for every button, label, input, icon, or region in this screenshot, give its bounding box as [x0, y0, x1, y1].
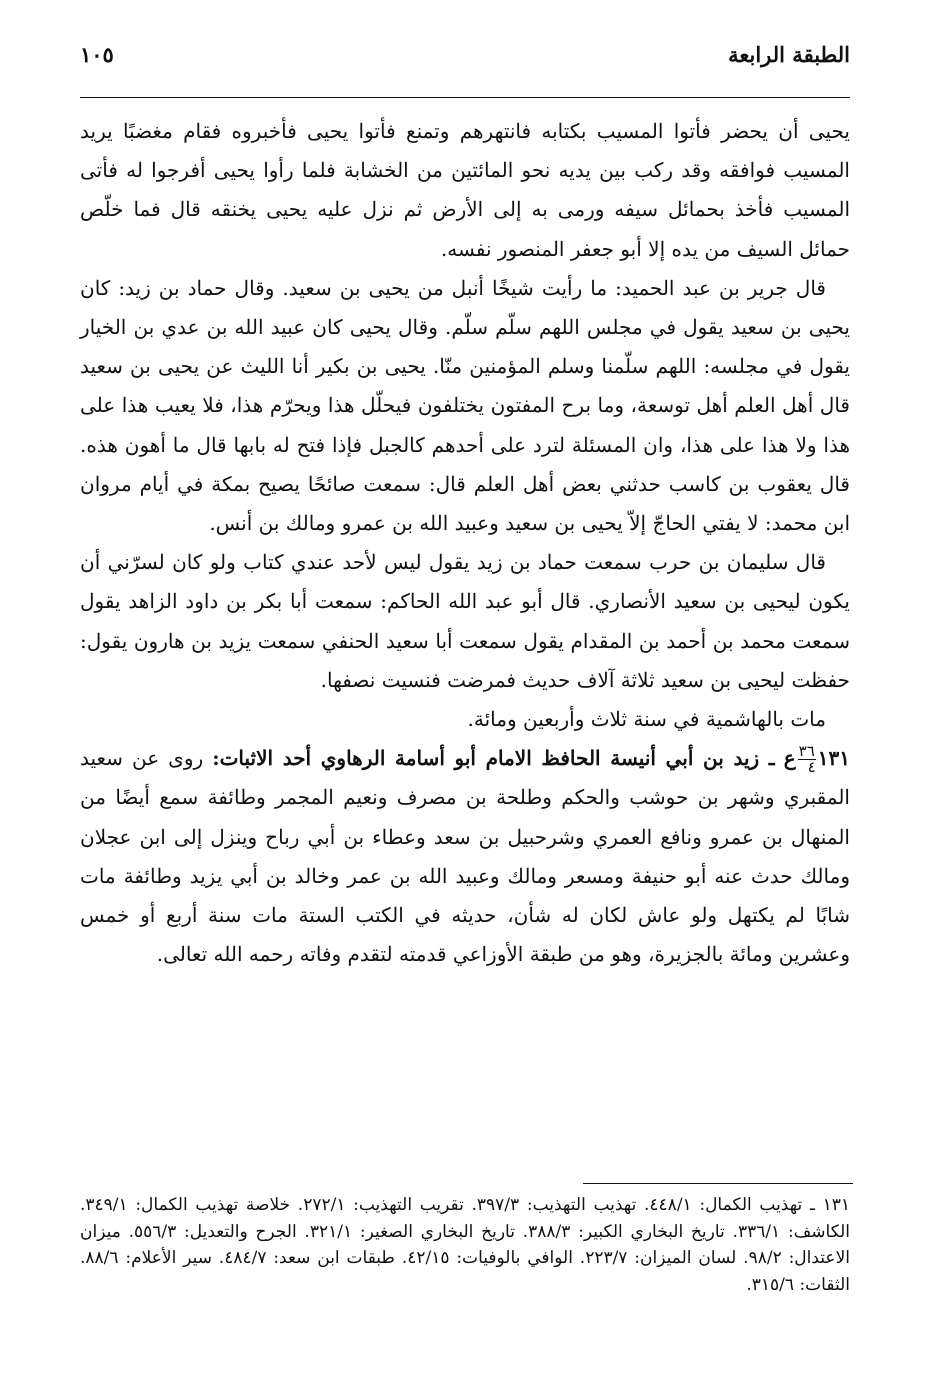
entry-letter: ع: [783, 746, 796, 771]
page-header: [80, 28, 850, 86]
main-text: [80, 112, 850, 974]
entry-source-mark: [798, 744, 816, 775]
header-rule: [80, 97, 850, 98]
page-number: ١٠٥: [80, 42, 114, 67]
footnote-rule: [583, 1183, 853, 1184]
paragraph-2: قال جرير بن عبد الحميد: ما رأيت شيخًا أنبل من يحيى بن سعيد. وقال حماد بن زيد: كان يحيى بن سعيد يقول في مجلس اللهم سلّم سلّم. وقال يحيى كان عبيد الله بن عدي بن الخيار يقول في مجلسه: اللهم سلّمنا وسلم المؤمنين منّا. يحيى بن بكير أنا الليث عن يحيى بن سعيد قال أهل العلم أهل توسعة، وما برح المفتون يختلفون فيحلّل هذا ويحرّم هذا، فلا يعيب هذا على هذا ولا هذا على هذا، وان المسئلة لترد على أحدهم كالجبل فإذا فتح له بابها قال ما أهون هذه. قال يعقوب بن كاسب حدثني بعض أهل العلم قال: سمعت صائحًا يصيح بمكة في أيام مروان ابن محمد: لا يفتي الحاجّ إلاّ يحيى بن سعيد وعبيد الله بن عمرو ومالك بن أنس.: [80, 275, 850, 536]
footnotes: [80, 1192, 850, 1298]
paragraph-1: يحيى أن يحضر فأتوا المسيب بكتابه فانتهرهم وتمنع فأتوا يحيى فأخبروه فقام مغضبًا يريد المسيب فوافقه وقد ركب بين يديه نحو المائتين من الخشابة فلما رأوا يحيى أفرجوا له فأتى المسيب فأخذ بحمائل سيفه ورمى به إلى الأرض ثم نزل عليه يحيى يخنقه قال فما خلّص حمائل السيف من يده إلا أبو جعفر المنصور نفسه.: [80, 119, 850, 261]
biography-entry: [80, 739, 850, 974]
paragraph-3: قال سليمان بن حرب سمعت حماد بن زيد يقول ليس لأحد عندي كتاب ولو كان لسرّني أن يكون ليحيى بن سعيد الأنصاري. قال أبو عبد الله الحاكم: سمعت أبا بكر بن داود الزاهد يقول سمعت محمد بن أحمد بن المقدام يقول سمعت أبا سعيد الحنفي سمعت يزيد بن هارون يقول: حفظت ليحيى بن سعيد ثلاثة آلاف حديث فمرضت فنسيت نصفها.: [80, 550, 850, 692]
paragraph-4: مات بالهاشمية في سنة ثلاث وأربعين ومائة.: [467, 707, 826, 732]
entry-heading: ـ زيد بن أبي أنيسة الحافظ الامام أبو أسامة الرهاوي أحد الاثبات:: [212, 746, 775, 771]
entry-number: ١٣١: [817, 746, 851, 771]
entry-mark-top: ٣٦: [798, 742, 815, 761]
running-title: الطبقة الرابعة: [728, 42, 850, 67]
entry-mark-bottom: ٤: [807, 758, 816, 777]
footnote-131: ١٣١ ـ تهذيب الكمال: ٤٤٨/١. تهذيب التهذيب: ٣٩٧/٣. تقريب التهذيب: ٢٧٢/١. خلاصة تهذيب الكمال: ٣٤٩/١. الكاشف: ٣٣٦/١. تاريخ البخاري الكبير: ٣٨٨/٣. تاريخ البخاري الصغير: ٣٢١/١. الجرح والتعديل: ٥٥٦/٣. ميزان الاعتدال: ٩٨/٢. لسان الميزان: ٢٢٣/٧. الوافي بالوفيات: ٤٢/١٥. طبقات ابن سعد: ٤٨٤/٧. سير الأعلام: ٨٨/٦. الثقات: ٣١٥/٦.: [80, 1195, 850, 1295]
entry-text: روى عن سعيد المقبري وشهر بن حوشب والحكم وطلحة بن مصرف ونعيم المجمر وطائفة سمع أيضًا من المنهال بن عمرو ونافع العمري وشرحبيل بن سعد وعطاء بن أبي رباح وينزل إلى ابن عجلان ومالك حدث عنه أبو حنيفة ومسعر ومالك وعبيد الله بن عمر وخالد بن أبي يزيد وطائفة مات شابًا لم يكتهل ولو عاش لكان له شأن، حديثه في الكتب الستة مات سنة أربع أو خمس وعشرين ومائة بالجزيرة، وهو من طبقة الأوزاعي قدمته لتقدم وفاته رحمه الله تعالى.: [80, 746, 850, 967]
